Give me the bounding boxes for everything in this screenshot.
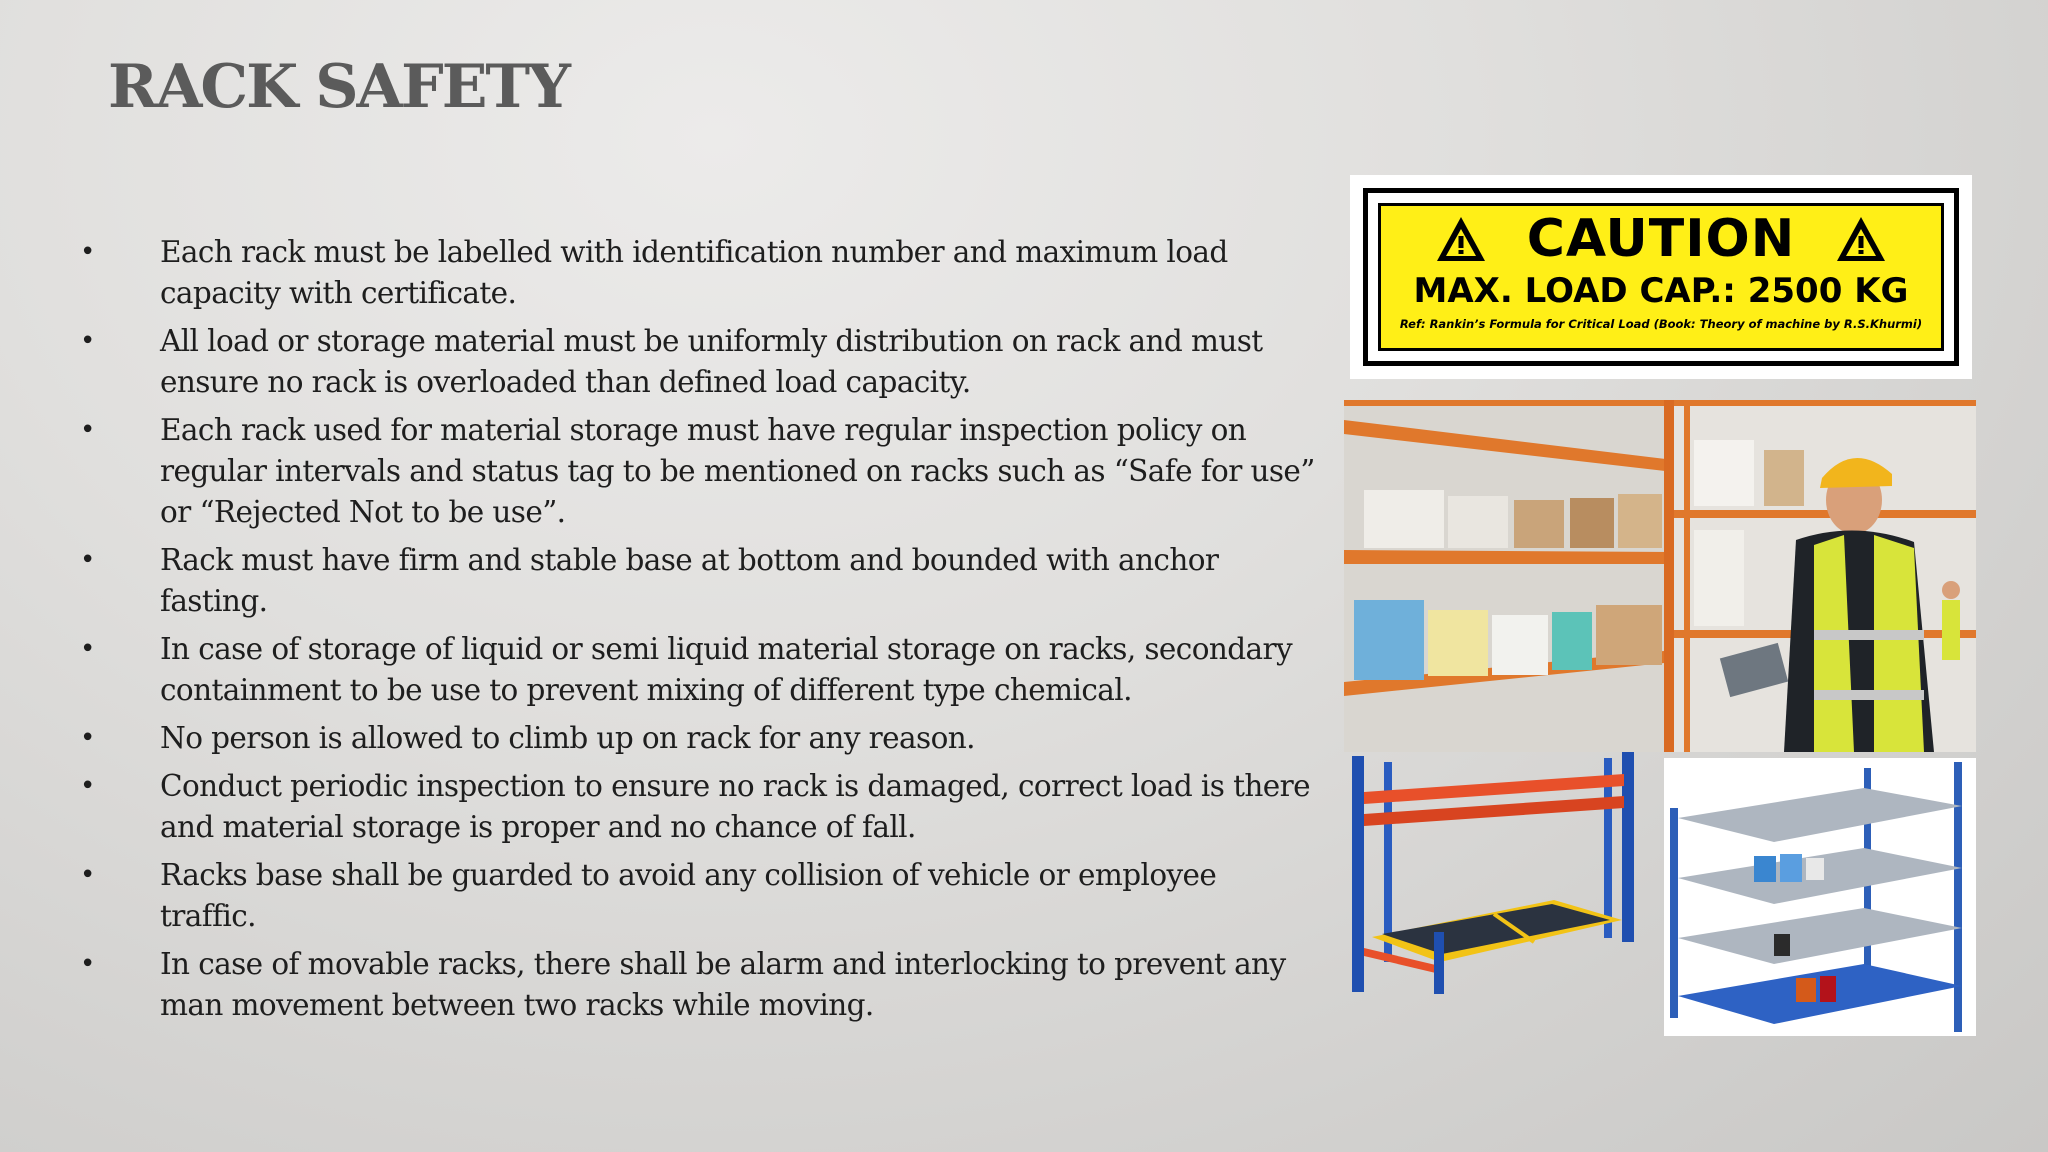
warning-triangle-icon <box>1435 215 1487 263</box>
caution-sign-image <box>1350 175 1972 379</box>
bullet-marker: • <box>80 237 95 267</box>
warehouse-worker-photo <box>1344 400 1976 752</box>
bullet-text: Rack must have firm and stable base at bottom and bounded with anchor fasting. <box>160 543 1219 618</box>
bullet-marker: • <box>80 326 95 356</box>
caution-sign-panel <box>1378 203 1944 351</box>
bullet-item <box>80 629 1320 711</box>
caution-heading: CAUTION <box>1526 209 1796 269</box>
bullet-marker: • <box>80 545 95 575</box>
bullet-text: In case of storage of liquid or semi liquid material storage on racks, secondary containment to be use to prevent mixing of different type chemical. <box>160 632 1293 707</box>
reference-text: Ref: Rankin’s Formula for Critical Load (Book: Theory of machine by R.S.Khurmi) <box>1399 317 1923 331</box>
bullet-marker: • <box>80 771 95 801</box>
bullet-text: Each rack used for material storage must have regular inspection policy on regular intervals and status tag to be mentioned on racks such as “Safe for use” or “Rejected Not to be use”. <box>160 413 1315 529</box>
warning-triangle-icon <box>1835 215 1887 263</box>
bullet-marker: • <box>80 949 95 979</box>
bullet-item <box>80 855 1320 937</box>
rack-with-spill-tray-image <box>1344 752 1654 998</box>
bullet-marker: • <box>80 415 95 445</box>
shelving-unit-image <box>1664 758 1976 1036</box>
bullet-text: Conduct periodic inspection to ensure no rack is damaged, correct load is there and material storage is proper and no chance of fall. <box>160 769 1310 844</box>
bullet-marker: • <box>80 634 95 664</box>
max-load-text: MAX. LOAD CAP.: 2500 KG <box>1413 271 1909 311</box>
bullet-item <box>80 540 1320 622</box>
bullet-marker: • <box>80 723 95 753</box>
caution-sign-border <box>1363 188 1959 366</box>
bullet-text: No person is allowed to climb up on rack for any reason. <box>160 721 975 755</box>
caution-heading-row <box>1381 206 1941 270</box>
slide-title: RACK SAFETY <box>108 52 569 122</box>
bullet-item <box>80 718 1320 759</box>
bullet-marker: • <box>80 860 95 890</box>
bullet-text: Racks base shall be guarded to avoid any collision of vehicle or employee traffic. <box>160 858 1217 933</box>
bullet-text: In case of movable racks, there shall be alarm and interlocking to prevent any man movement between two racks while moving. <box>160 947 1286 1022</box>
bullet-text: Each rack must be labelled with identification number and maximum load capacity with certificate. <box>160 235 1228 310</box>
bullet-item <box>80 410 1320 533</box>
bullet-item <box>80 944 1320 1026</box>
bullet-list <box>80 232 1320 1033</box>
bullet-item <box>80 232 1320 314</box>
bullet-item <box>80 321 1320 403</box>
bullet-text: All load or storage material must be uniformly distribution on rack and must ensure no rack is overloaded than defined load capacity. <box>160 324 1263 399</box>
bullet-item <box>80 766 1320 848</box>
